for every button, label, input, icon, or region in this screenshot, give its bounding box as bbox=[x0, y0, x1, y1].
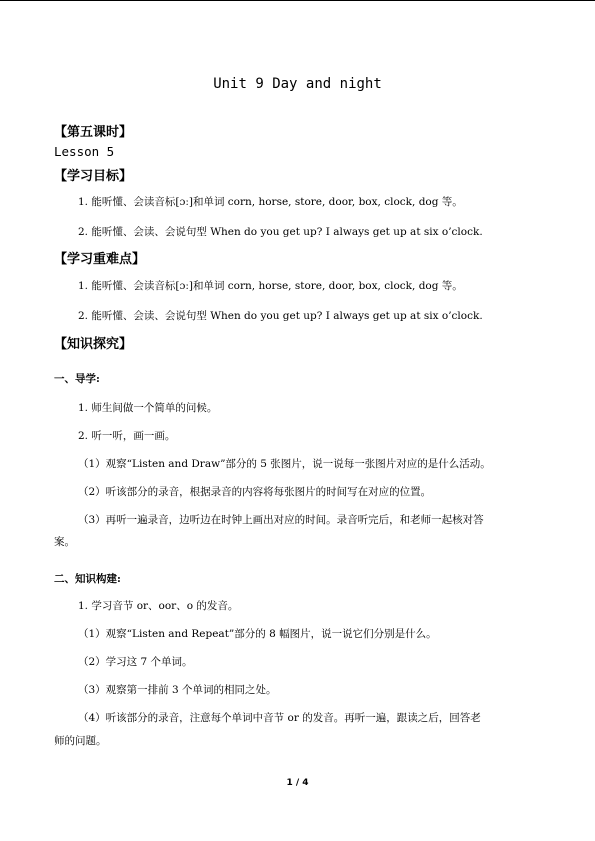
page-top-rule bbox=[0, 0, 595, 1]
document-title: Unit 9 Day and night bbox=[213, 76, 382, 92]
goals-item-1: 1. 能听懂、会读音标[ɔː]和单词 corn, horse, store, door, box, clock, dog 等。 bbox=[78, 196, 463, 208]
section2-line-5: （4）听该部分的录音，注意每个单词中音节 or 的发音。再听一遍，跟读之后，回答老 bbox=[78, 712, 481, 724]
section1-line-2: 2. 听一听，画一画。 bbox=[78, 430, 176, 442]
section1-line-5: （3）再听一遍录音，边听边在时钟上画出对应的时间。录音听完后，和老师一起核对答 bbox=[78, 514, 484, 526]
lesson-name: Lesson 5 bbox=[54, 144, 115, 159]
section1-line-1: 1. 师生间做一个简单的问候。 bbox=[78, 402, 218, 414]
section2-line-1: 1. 学习音节 or、oor、o 的发音。 bbox=[78, 600, 239, 612]
key-points-heading: 【学习重难点】 bbox=[54, 252, 146, 267]
explore-heading: 【知识探究】 bbox=[54, 337, 133, 352]
key-points-item-2: 2. 能听懂、会读、会说句型 When do you get up? I always get up at six o’clock. bbox=[78, 310, 483, 322]
section2-line-6: 师的问题。 bbox=[54, 735, 107, 747]
lesson-tag-heading: 【第五课时】 bbox=[54, 125, 133, 140]
section1-line-3: （1）观察“Listen and Draw”部分的 5 张图片，说一说每一张图片对应的是什么活动。 bbox=[78, 458, 491, 470]
section1-line-6: 案。 bbox=[54, 536, 75, 548]
goals-heading: 【学习目标】 bbox=[54, 169, 133, 184]
section1-line-4: （2）听该部分的录音，根据录音的内容将每张图片的时间写在对应的位置。 bbox=[78, 486, 432, 498]
goals-item-2: 2. 能听懂、会读、会说句型 When do you get up? I always get up at six o’clock. bbox=[78, 226, 483, 238]
section2-line-2: （1）观察“Listen and Repeat”部分的 8 幅图片，说一说它们分别是什么。 bbox=[78, 628, 437, 640]
section2-line-4: （3）观察第一排前 3 个单词的相同之处。 bbox=[78, 684, 277, 696]
section2-line-3: （2）学习这 7 个单词。 bbox=[78, 656, 193, 668]
section1-title: 一、导学: bbox=[54, 373, 100, 385]
section2-title: 二、知识构建: bbox=[54, 573, 121, 585]
page-number: 1 / 4 bbox=[286, 778, 309, 788]
key-points-item-1: 1. 能听懂、会读音标[ɔː]和单词 corn, horse, store, door, box, clock, dog 等。 bbox=[78, 280, 463, 292]
